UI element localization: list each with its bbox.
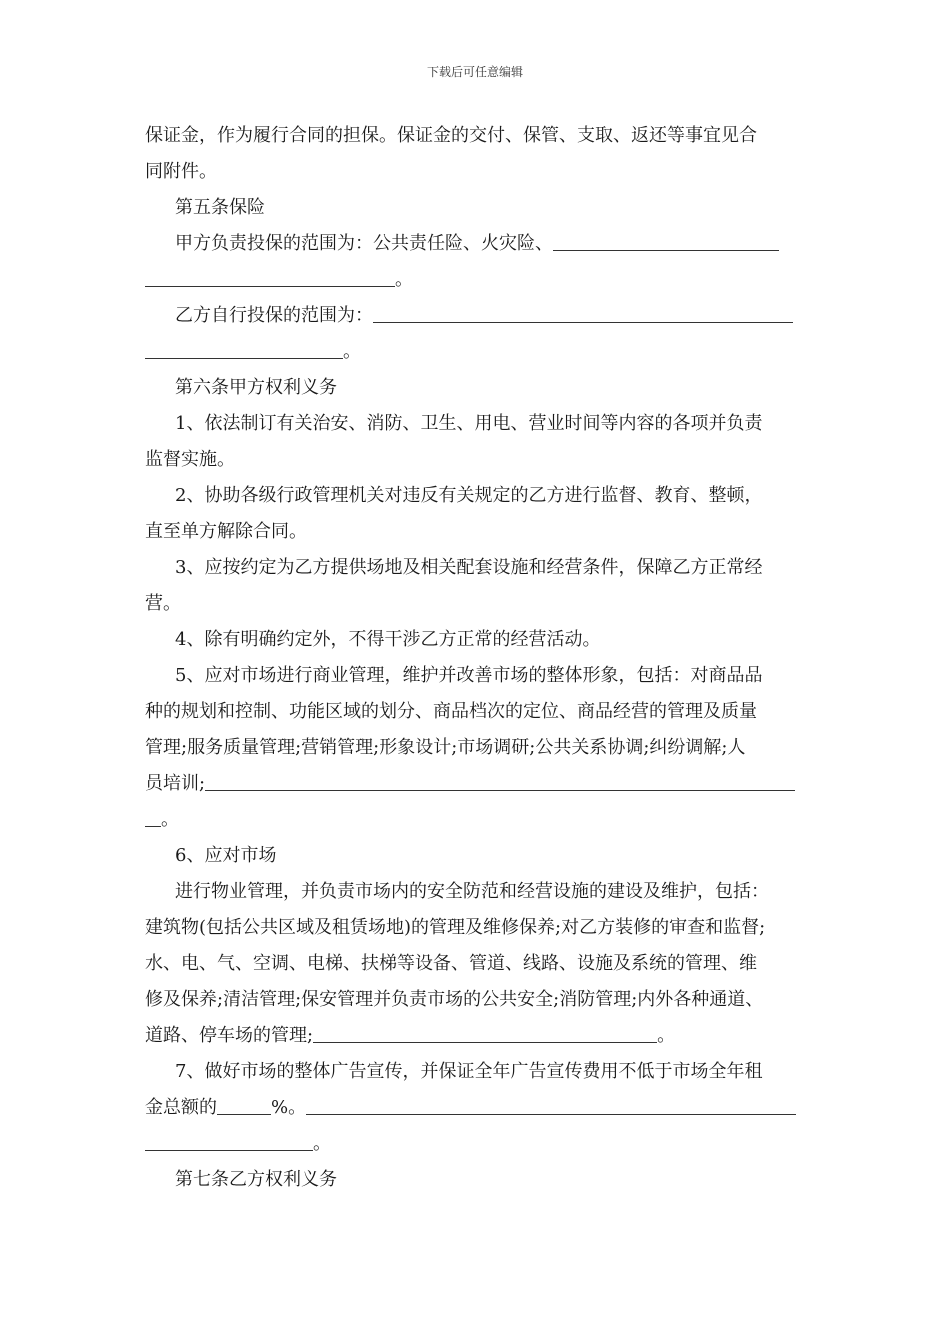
paragraph-line: [145, 1090, 807, 1126]
line-text: 保证金，作为履行合同的担保。保证金的交付、保管、支取、返还等事宜见合: [145, 125, 757, 146]
paragraph-line: [145, 802, 807, 838]
line-text: 第七条乙方权利义务: [175, 1169, 337, 1190]
paragraph-line: [145, 730, 807, 766]
line-text: 5、应对市场进行商业管理，维护并改善市场的整体形象，包括：对商品品: [175, 665, 763, 686]
line-text: 第六条甲方权利义务: [175, 377, 337, 398]
paragraph-line: [145, 118, 807, 154]
line-text: 员培训;: [145, 773, 206, 794]
line-text: 修及保养;清洁管理;保安管理并负责市场的公共安全;消防管理;内外各种通道、: [145, 989, 764, 1010]
paragraph-line: [145, 694, 807, 730]
paragraph-line: [145, 514, 807, 550]
line-text: 乙方自行投保的范围为：: [175, 305, 373, 326]
fill-in-blank[interactable]: [306, 1092, 796, 1115]
line-text: 6、应对市场: [175, 845, 277, 866]
paragraph-line: [145, 550, 807, 586]
line-text: 甲方负责投保的范围为：公共责任险、火灾险、: [175, 233, 553, 254]
line-text: 直至单方解除合同。: [145, 521, 307, 542]
paragraph-line: [145, 1054, 807, 1090]
line-text: 第五条保险: [175, 197, 265, 218]
line-text: 1、依法制订有关治安、消防、卫生、用电、营业时间等内容的各项并负责: [175, 413, 763, 434]
paragraph-line: [145, 406, 807, 442]
line-text: 。: [343, 341, 361, 362]
paragraph-line: [145, 298, 807, 334]
line-text: 建筑物(包括公共区域及租赁场地)的管理及维修保养;对乙方装修的审查和监督;: [145, 917, 766, 938]
fill-in-blank[interactable]: [145, 336, 343, 359]
paragraph-line: [145, 226, 807, 262]
fill-in-blank[interactable]: [205, 768, 795, 791]
paragraph-line: [145, 874, 807, 910]
paragraph-line: [145, 334, 807, 370]
fill-in-blank[interactable]: [313, 1020, 657, 1043]
line-text: 。: [161, 809, 179, 830]
section-heading-6: [145, 370, 807, 406]
line-text: %。: [271, 1097, 307, 1118]
paragraph-line: [145, 658, 807, 694]
fill-in-blank[interactable]: [145, 264, 395, 287]
paragraph-line: [145, 154, 807, 190]
line-text: 7、做好市场的整体广告宣传，并保证全年广告宣传费用不低于市场全年租: [175, 1061, 763, 1082]
line-text: 种的规划和控制、功能区域的划分、商品档次的定位、商品经营的管理及质量: [145, 701, 757, 722]
line-text: 管理;服务质量管理;营销管理;形象设计;市场调研;公共关系协调;纠纷调解;人: [145, 737, 746, 758]
line-text: 3、应按约定为乙方提供场地及相关配套设施和经营条件，保障乙方正常经: [175, 557, 763, 578]
fill-in-blank[interactable]: [145, 1128, 313, 1151]
line-text: 水、电、气、空调、电梯、扶梯等设备、管道、线路、设施及系统的管理、维: [145, 953, 757, 974]
paragraph-line: [145, 586, 807, 622]
line-text: 监督实施。: [145, 449, 235, 470]
section-heading-7: [145, 1162, 807, 1198]
line-text: 进行物业管理，并负责市场内的安全防范和经营设施的建设及维护，包括：: [175, 881, 769, 902]
line-text: 金总额的: [145, 1097, 217, 1118]
paragraph-line: [145, 262, 807, 298]
paragraph-line: [145, 838, 807, 874]
paragraph-line: [145, 946, 807, 982]
paragraph-line: [145, 1018, 807, 1054]
paragraph-line: [145, 910, 807, 946]
paragraph-line: [145, 442, 807, 478]
paragraph-line: [145, 478, 807, 514]
line-text: 4、除有明确约定外，不得干涉乙方正常的经营活动。: [175, 629, 601, 650]
section-heading-5: [145, 190, 807, 226]
line-text: 2、协助各级行政管理机关对违反有关规定的乙方进行监督、教育、整顿，: [175, 485, 763, 506]
fill-in-blank[interactable]: [553, 228, 779, 251]
line-text: 。: [395, 269, 413, 290]
fill-in-blank[interactable]: [145, 804, 161, 827]
paragraph-line: [145, 982, 807, 1018]
percent-blank[interactable]: [217, 1092, 271, 1115]
paragraph-line: [145, 1126, 807, 1162]
line-text: 同附件。: [145, 161, 217, 182]
fill-in-blank[interactable]: [373, 300, 793, 323]
line-text: 。: [657, 1025, 676, 1046]
document-body: [145, 118, 807, 1198]
line-text: 道路、停车场的管理;: [145, 1025, 314, 1046]
paragraph-line: [145, 622, 807, 658]
page-header: 下载后可任意编辑: [426, 65, 523, 79]
line-text: 营。: [145, 593, 181, 614]
line-text: 。: [313, 1133, 331, 1154]
paragraph-line: [145, 766, 807, 802]
